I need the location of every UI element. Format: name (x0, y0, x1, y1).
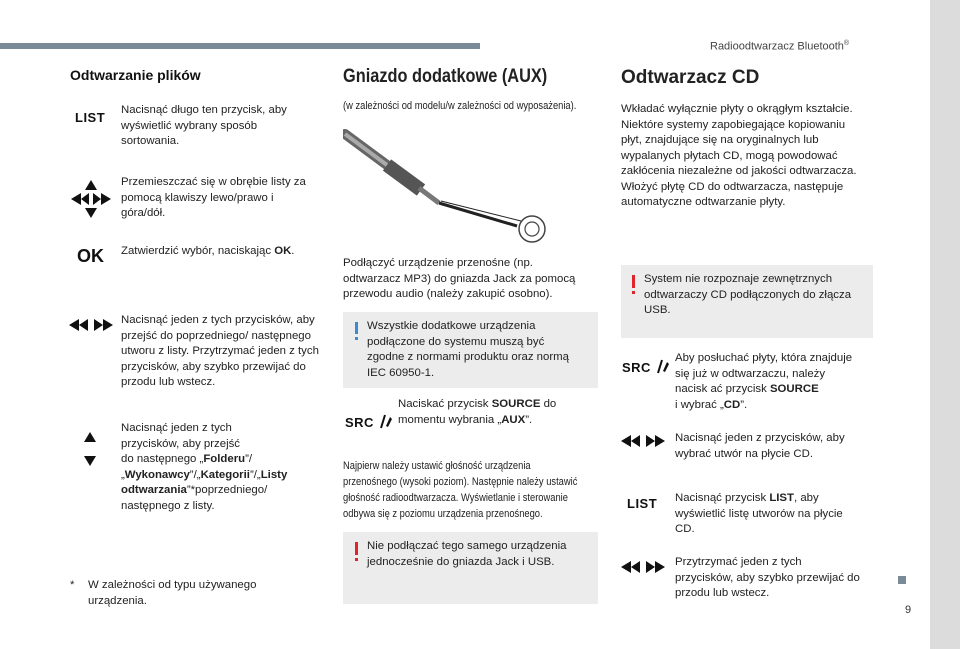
external-cd-warning-text: System nie rozpoznaje zewnętrznych odtwarzaczy CD podłączonych do złącza USB. (644, 273, 852, 316)
phone-slash-icon (379, 413, 393, 429)
aux-source-text: Naciskać przycisk SOURCE do momentu wybrania „AUX”. (398, 398, 557, 426)
section-marker (898, 576, 906, 584)
left-right-arrows-icon (621, 560, 665, 574)
page-number: 9 (905, 604, 912, 616)
cd-source-text: Aby posłuchać płyty, która znajduje się już w odtwarzaczu, należy nacisk ać przycisk SOURCE i wybrać „CD”. (675, 352, 853, 411)
heading-cd-player: Odtwarzacz CD (621, 67, 760, 88)
list-button-icon: LIST (75, 110, 106, 125)
warning-icon-dot (355, 558, 358, 561)
cd-list-text: Nacisnąć przycisk LIST, aby wyświetlić listę utworów na płycie CD. (675, 492, 843, 535)
footnote-star: * (70, 579, 75, 591)
heading-aux: Gniazdo dodatkowe (AUX) (343, 66, 548, 87)
jack-plug-illustration (343, 128, 553, 248)
compliance-text: Wszystkie dodatkowe urządzenia podłączone do systemu muszą być zgodne z normami produktu oraz normą IEC 60950-1. (367, 320, 569, 379)
left-right-arrows-icon (621, 434, 665, 448)
page-edge-bar (930, 0, 960, 649)
running-header: Radioodtwarzacz Bluetooth® (710, 40, 850, 53)
list-description: Nacisnąć długo ten przycisk, aby wyświetlić wybrany sposób sortowania. (121, 104, 287, 147)
src-tel-button-icon: SRC (622, 358, 670, 377)
volume-note: Najpierw należy ustawić głośność urządzenia przenośnego (wysoki poziom). Następnie należy ustawić głośność radioodtwarzacza. Wyświetlanie i sterowanie odbywa się z poziomu urządzenia przenośnego. (343, 460, 578, 520)
cd-fast-forward-text: Przytrzymać jeden z tych przycisków, aby szybko przewijać do przodu lub wstecz. (675, 556, 860, 599)
phone-slash-icon (656, 358, 670, 374)
ok-button-icon: OK (77, 246, 104, 266)
left-right-arrows-icon (69, 318, 113, 332)
list-button-icon: LIST (627, 496, 658, 511)
prev-next-description: Nacisnąć jeden z tych przycisków, aby przejść do poprzedniego/ następnego utworu z listy. Przytrzymać jeden z tych przycisków, aby szybko przewijać do przodu lub wstecz. (121, 314, 319, 388)
arrows-description: Przemieszczać się w obrębie listy za pomocą klawiszy lewo/prawo i góra/dół. (121, 176, 306, 219)
up-down-arrows-icon (82, 430, 98, 468)
cd-intro-text: Wkładać wyłącznie płyty o okrągłym kształcie. Niektóre systemy zapobiegające kopiowaniu płyt, znajdujące się na oryginalnych lub wypalanych płytach CD, mogą powodować zakłócenia niezależne od jakości odtwarzacza. Włożyć płytę CD do odtwarzacza, następuje automatyczne odtwarzanie płyty. (621, 103, 857, 208)
warning-icon (355, 542, 358, 555)
folder-navigation-description: Nacisnąć jeden z tych przycisków, aby przejść do następnego „Folderu”/ „Wykonawcy”/„Kategorii”/„Listy odtwarzania”*poprzedniego/ następnego z listy. (121, 422, 288, 512)
aux-connect-text: Podłączyć urządzenie przenośne (np. odtwarzacz MP3) do gniazda Jack za pomocą przewodu audio (należy zakupić osobno). (343, 257, 576, 300)
jack-usb-warning-text: Nie podłączać tego samego urządzenia jednocześnie do gniazda Jack i USB. (367, 540, 567, 568)
src-tel-button-icon: SRC (345, 413, 393, 432)
warning-icon (632, 275, 635, 288)
aux-subtitle: (w zależności od modelu/w zależności od wyposażenia). (343, 100, 577, 112)
header-rule (0, 43, 480, 49)
four-way-arrows-icon (69, 178, 113, 220)
info-icon-dot (355, 337, 358, 340)
ok-description: Zatwierdzić wybór, naciskając OK. (121, 245, 295, 257)
cd-track-select-text: Nacisnąć jeden z przycisków, aby wybrać utwór na płycie CD. (675, 432, 845, 460)
heading-file-playback: Odtwarzanie plików (70, 67, 201, 83)
warning-icon-dot (632, 291, 635, 294)
info-icon (355, 322, 358, 334)
footnote: W zależności od typu używanego urządzenia. (88, 579, 257, 607)
